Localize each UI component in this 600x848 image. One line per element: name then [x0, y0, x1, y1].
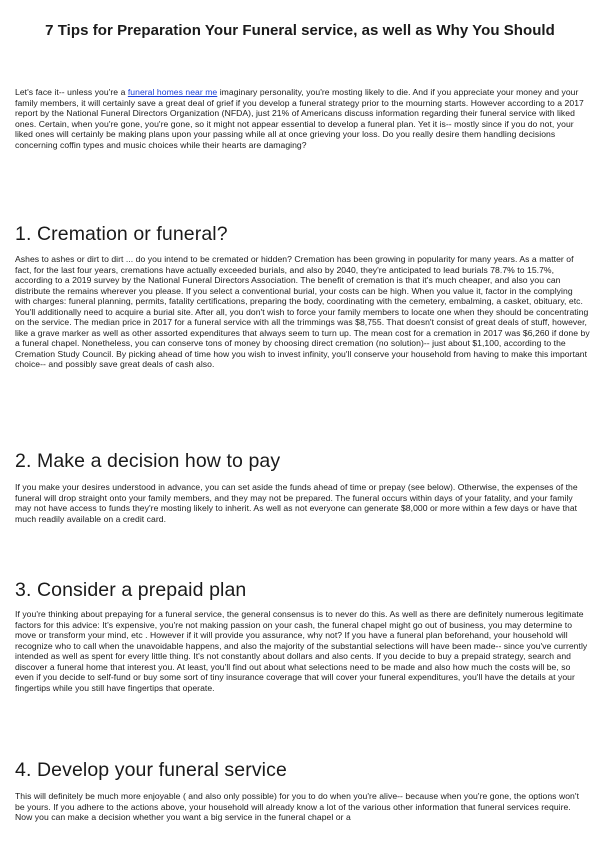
- section-4-heading: 4. Develop your funeral service: [15, 759, 287, 781]
- intro-text-before-link: Let's face it-- unless you're a: [15, 87, 128, 97]
- section-4-body: This will definitely be much more enjoyable ( and also only possible) for you to do when you're alive-- because when you're gone, the options won't be yours. If you adhere to the actions above, your household will already know a lot of the various other information that funeral services require. Now you can make a decision whether you want a big service in the funeral chapel or a: [15, 791, 580, 823]
- intro-text-after-link: imaginary personality, you're mosting likely to die. And if you appreciate your money and your family members, it will certainly save a great deal of grief if you develop a funeral strategy prior to the mourning starts. However according to a 2017 report by the National Funeral Directors Organization (NFDA), just 21% of Americans discuss information regarding their funeral service with liked ones. Certain, when you're gone, you're gone, so it might not appear essential to develop a funeral plan. Yet it is-- mostly since if you do not, your liked ones will certainly be making plans upon your passing while all at once grieving your loss. Do you really desire them handling decisions concerning coffin types and music choices while their hearts are damaging?: [15, 87, 584, 150]
- funeral-homes-link[interactable]: funeral homes near me: [127, 87, 218, 97]
- section-2-body: If you make your desires understood in advance, you can set aside the funds ahead of time or prepay (see below). Otherwise, the expenses of the funeral will drop straight onto your family members, and they may not be prepared. The funeral occurs within days of your fatality, and your family may not have access to funds they're mosting likely to inherit. As well as not everyone can generate $8,000 or more within a few days or have that much readily available on a credit card.: [15, 482, 578, 524]
- intro-paragraph: [15, 87, 590, 150]
- section-3-heading: 3. Consider a prepaid plan: [15, 579, 247, 601]
- section-1-body: Ashes to ashes or dirt to dirt ... do you intend to be cremated or hidden? Cremation has been growing in popularity for many years. As a matter of fact, for the last four years, cremations have actually exceeded burials, and also by 2040, they're anticipated to lead burials 78.7% to 15.7%, according to a 2019 survey by the National Funeral Directors Association. The benefit of cremation is that it's much cheaper, and also you can distribute the remains wherever you please. If you select a conventional burial, your costs can be high. When you value it, factor in the complying with charges: funeral planning, permits, fatality certifications, preparing the body, coordinating with the cemetery, embalming, a casket, obituary, etc. You'll additionally need to acquire a burial site. After all, you don't wish to force your family members to locate one when they should be concentrating on the service. The median price in 2017 for a funeral service with all the trimmings was $8,755. That doesn't consist of great deals of stuff, however, like a grave marker as well as other assorted expenditures that always seem to turn up. The mean cost for a cremation in 2017 was $6,260 if done by a funeral chapel. Nonetheless, you can conserve tons of money by choosing direct cremation (no solution)-- just about $1,100, according to the Cremation Study Council. By picking ahead of time how you wish to invest infinity, you'll conserve your household from having to make this important choice-- and possibly save great deals of cash also.: [15, 254, 590, 370]
- page-title: 7 Tips for Preparation Your Funeral service, as well as Why You Should: [45, 22, 555, 39]
- section-1-heading: 1. Cremation or funeral?: [15, 223, 228, 245]
- section-3-body: If you're thinking about prepaying for a funeral service, the general consensus is to never do this. As well as there are definitely numerous legitimate factors for this advice: It's expensive, you're not making passion on your cash, the funeral chapel might go out of business, you may determine to move or transform your mind, etc . However if it will provide you assurance, why not? If you have a funeral plan beforehand, your household will recognize who to call when the unavoidable happens, and also the majority of the substantial selections will have been made-- since you've currently intended as well as spent for every little thing. It's not constantly about dollars and also cents. If you decide to buy a prepaid strategy, search and discover a funeral home that interest you. At least, you'll find out about what selections need to be made and also how much the costs will be, so even if you decide to self-fund or buy some sort of tiny insurance coverage that will cover your funeral expenditures, you'll have the details at your fingertips while you still have fingertips that operate.: [15, 609, 588, 693]
- section-2-heading: 2. Make a decision how to pay: [15, 450, 281, 472]
